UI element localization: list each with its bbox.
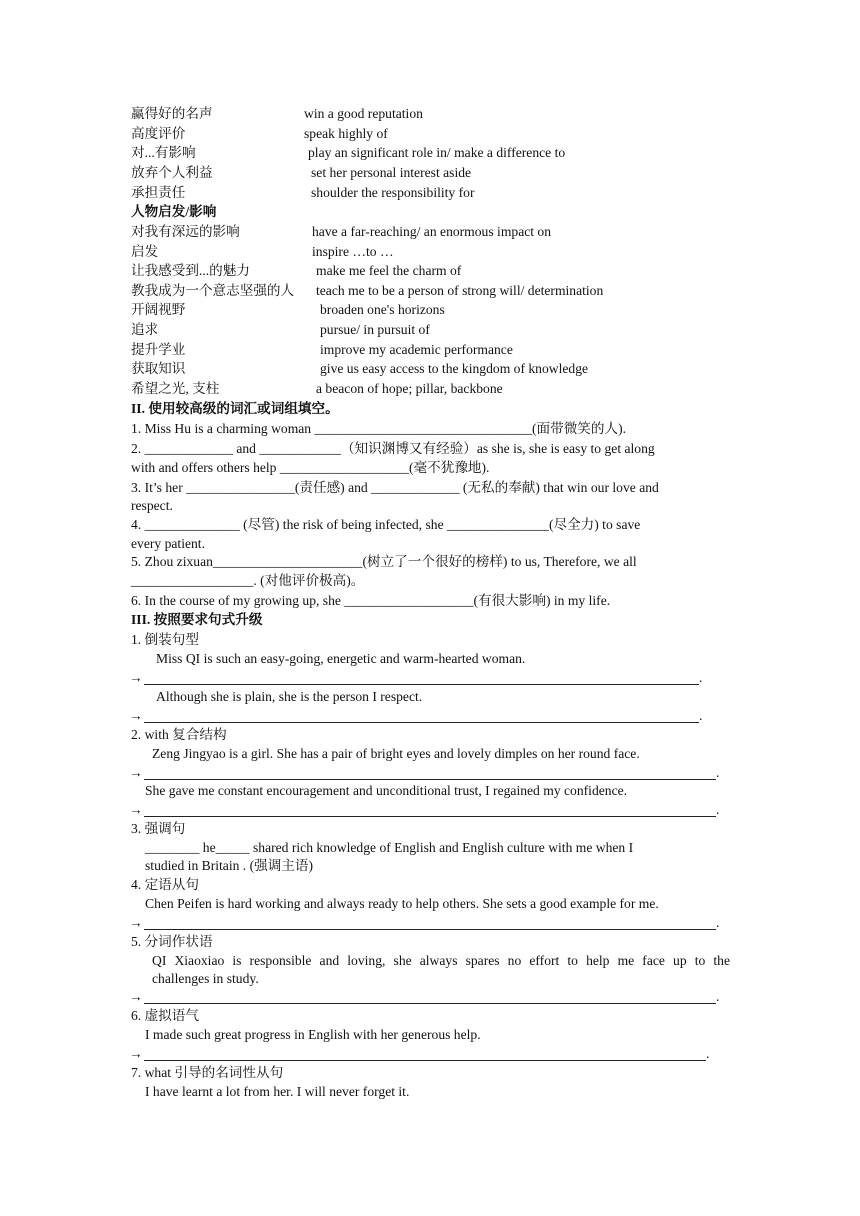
answer-line[interactable] — [144, 1003, 716, 1004]
answer-period: . — [699, 670, 703, 685]
fill-question-6: 6. In the course of my growing up, she ___________________(有很大影响) in my life. — [131, 593, 611, 608]
fill-question-5-cont: __________________. (对他评价极高)。 — [131, 573, 365, 588]
upgrade-prompt: Miss QI is such an easy-going, energetic and warm-hearted woman. — [156, 651, 526, 666]
fill-question-1: 1. Miss Hu is a charming woman ________________________________(面带微笑的人). — [131, 421, 627, 436]
vocab-en: make me feel the charm of — [316, 263, 462, 278]
vocab-cn: 获取知识 — [131, 361, 186, 376]
vocab-cn: 放弃个人利益 — [131, 165, 213, 180]
section-influence-title: 人物启发/影响 — [131, 204, 217, 219]
upgrade-prompt: Although she is plain, she is the person I respect. — [156, 689, 423, 704]
upgrade-heading-4: 4. 定语从句 — [131, 877, 199, 892]
upgrade-prompt: ________ he_____ shared rich knowledge of English and English culture with me when I — [145, 840, 634, 855]
arrow-icon: → — [129, 802, 143, 817]
arrow-icon: → — [129, 915, 143, 930]
vocab-cn: 提升学业 — [131, 342, 186, 357]
vocab-en: set her personal interest aside — [311, 165, 472, 180]
vocab-cn: 开阔视野 — [131, 302, 186, 317]
arrow-icon: → — [129, 765, 143, 780]
vocab-cn: 赢得好的名声 — [131, 106, 213, 121]
answer-period: . — [716, 765, 720, 780]
upgrade-prompt-cont: studied in Britain . (强调主语) — [145, 858, 314, 873]
vocab-en: pursue/ in pursuit of — [320, 322, 430, 337]
vocab-cn: 希望之光, 支柱 — [131, 381, 220, 396]
vocab-cn: 教我成为一个意志坚强的人 — [131, 283, 295, 298]
answer-line[interactable] — [144, 779, 716, 780]
vocab-en: speak highly of — [304, 126, 388, 141]
upgrade-prompt: I have learnt a lot from her. I will never forget it. — [145, 1084, 410, 1099]
answer-line[interactable] — [144, 816, 716, 817]
upgrade-prompt: She gave me constant encouragement and unconditional trust, I regained my confidence. — [145, 783, 628, 798]
answer-period: . — [716, 802, 720, 817]
answer-period: . — [716, 989, 720, 1004]
vocab-cn: 对...有影响 — [131, 145, 196, 160]
fill-question-2-cont: with and offers others help ___________________(毫不犹豫地). — [131, 460, 490, 475]
arrow-icon: → — [129, 1046, 143, 1061]
fill-question-5: 5. Zhou zixuan______________________(树立了一个很好的榜样) to us, Therefore, we all — [131, 554, 637, 569]
arrow-icon: → — [129, 708, 143, 723]
vocab-en: shoulder the responsibility for — [311, 185, 475, 200]
vocab-en: give us easy access to the kingdom of knowledge — [320, 361, 589, 376]
upgrade-prompt: Zeng Jingyao is a girl. She has a pair of bright eyes and lovely dimples on her round face. — [152, 746, 640, 761]
upgrade-heading-6: 6. 虚拟语气 — [131, 1008, 199, 1023]
answer-line[interactable] — [144, 1060, 706, 1061]
upgrade-prompt: I made such great progress in English with her generous help. — [145, 1027, 481, 1042]
vocab-cn: 启发 — [131, 244, 159, 259]
vocab-en: a beacon of hope; pillar, backbone — [316, 381, 503, 396]
vocab-en: broaden one's horizons — [320, 302, 445, 317]
section2-title: II. 使用较高级的词汇或词组填空。 — [131, 401, 339, 416]
vocab-en: win a good reputation — [304, 106, 423, 121]
fill-question-4: 4. ______________ (尽管) the risk of being infected, she _______________(尽全力) to save — [131, 517, 641, 532]
vocab-cn: 让我感受到...的魅力 — [131, 263, 250, 278]
fill-question-2: 2. _____________ and ____________（知识渊博又有经验）as she is, she is easy to get along — [131, 441, 655, 456]
upgrade-prompt: Chen Peifen is hard working and always ready to help others. She sets a good example for me. — [145, 896, 659, 911]
fill-question-3-cont: respect. — [131, 498, 173, 513]
answer-line[interactable] — [144, 929, 716, 930]
vocab-en: teach me to be a person of strong will/ determination — [316, 283, 604, 298]
answer-line[interactable] — [144, 684, 699, 685]
vocab-en: inspire …to … — [312, 244, 394, 259]
answer-line[interactable] — [144, 722, 699, 723]
vocab-cn: 高度评价 — [131, 126, 186, 141]
upgrade-heading-2: 2. with 复合结构 — [131, 727, 227, 742]
arrow-icon: → — [129, 989, 143, 1004]
vocab-en: play an significant role in/ make a difference to — [308, 145, 566, 160]
upgrade-heading-3: 3. 强调句 — [131, 821, 186, 836]
answer-period: . — [716, 915, 720, 930]
section3-title: III. 按照要求句式升级 — [131, 612, 263, 627]
upgrade-heading-1: 1. 倒装句型 — [131, 632, 199, 647]
upgrade-prompt-cont: challenges in study. — [152, 971, 259, 986]
vocab-en: improve my academic performance — [320, 342, 513, 357]
upgrade-prompt: QI Xiaoxiao is responsible and loving, she always spares no effort to help me face up to the — [152, 953, 730, 968]
upgrade-heading-7: 7. what 引导的名词性从句 — [131, 1065, 284, 1080]
vocab-cn: 追求 — [131, 322, 159, 337]
fill-question-3: 3. It’s her ________________(责任感) and _____________ (无私的奉献) that win our love and — [131, 480, 659, 495]
upgrade-heading-5: 5. 分词作状语 — [131, 934, 213, 949]
vocab-cn: 承担责任 — [131, 185, 186, 200]
answer-period: . — [706, 1046, 710, 1061]
arrow-icon: → — [129, 670, 143, 685]
answer-period: . — [699, 708, 703, 723]
vocab-cn: 对我有深远的影响 — [131, 224, 240, 239]
fill-question-4-cont: every patient. — [131, 536, 205, 551]
vocab-en: have a far-reaching/ an enormous impact on — [312, 224, 552, 239]
